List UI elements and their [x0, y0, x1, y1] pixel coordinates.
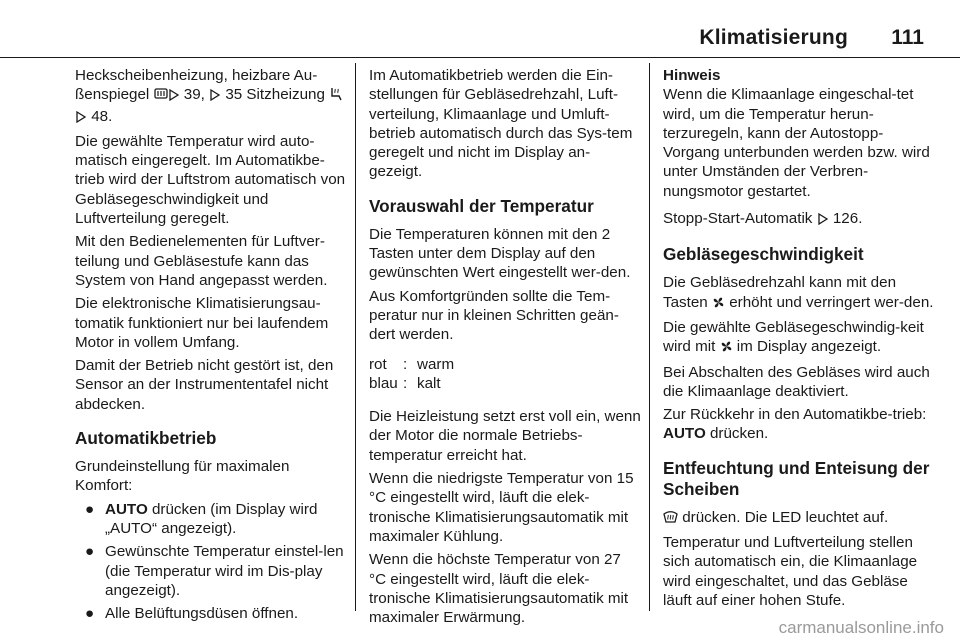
- section-heading-geblaesegeschwindigkeit: Gebläsegeschwindigkeit: [663, 244, 864, 265]
- reference-arrow-icon: [209, 87, 221, 106]
- paragraph: Zur Rückkehr in den Automatikbe-trieb: AUTO drücken.: [663, 406, 927, 443]
- note-heading: Hinweis: [663, 67, 721, 84]
- page-header: [0, 26, 960, 56]
- bullet-icon: ●: [85, 500, 95, 518]
- paragraph: drücken. Die LED leuchtet auf.: [663, 508, 935, 529]
- column-3: [663, 66, 935, 614]
- paragraph: Damit der Betrieb nicht gestört ist, den Sensor an der Instrumententafel nicht abdecken.: [75, 357, 334, 413]
- paragraph: Wenn die höchste Temperatur von 27 °C eingestellt wird, läuft die elek-tronische Klimatisierungsautomatik mit maximaler Erwärmung.: [369, 551, 629, 627]
- paragraph: Heckscheibenheizung, heizbare Au-ßenspiegel 39, 35 Sitzheizung 48.: [75, 66, 347, 128]
- paragraph: Mit den Bedienelementen für Luftver-teilung und Gebläsestufe kann das System von Hand angepasst werden.: [75, 233, 328, 289]
- bullet-icon: ●: [85, 605, 95, 623]
- paragraph: Temperatur und Luftverteilung stellen sich automatisch ein, die Klimaanlage wird eingeschaltet, und das Gebläse läuft auf einer hohen Stufe.: [663, 534, 918, 609]
- def-separator: :: [403, 374, 408, 392]
- reference-arrow-icon: [168, 87, 180, 106]
- def-term: rot: [369, 355, 387, 373]
- paragraph: Die Temperaturen können mit den 2 Tasten unter dem Display auf den gewünschten Wert eingestellt wer-den.: [369, 225, 631, 282]
- def-desc: warm: [417, 355, 455, 373]
- bullet-icon: ●: [85, 543, 95, 561]
- page-number: 111: [891, 26, 924, 49]
- page-title: Klimatisierung: [699, 26, 848, 49]
- section-heading-automatikbetrieb: Automatikbetrieb: [75, 428, 217, 449]
- column-1: [75, 66, 347, 627]
- note-text: Wenn die Klimaanlage eingeschal-tet wird, um die Temperatur herun-terzuregeln, kann der Autostopp-Vorgang unterbunden werden bzw. wird unter Umständen der Verbren-nungsmotor gestartet.: [663, 86, 930, 200]
- paragraph: Die Heizleistung setzt erst voll ein, wenn der Motor die normale Betriebs-temperatur erreicht hat.: [369, 408, 641, 464]
- list-item: ● Alle Belüftungsdüsen öffnen.: [85, 605, 299, 623]
- paragraph: Im Automatikbetrieb werden die Ein-stellungen für Gebläsedrehzahl, Luft-verteilung, Klimaanlage und Umluft-betrieb automatisch durch das Sys-tem geregelt und nicht im Display an-gezeigt.: [369, 67, 633, 181]
- watermark: carmanualsonline.info: [778, 618, 944, 637]
- reference-arrow-icon: [75, 109, 87, 128]
- paragraph: Bei Abschalten des Gebläses wird auch die Klimaanlage deaktiviert.: [663, 363, 930, 400]
- def-desc: kalt: [417, 374, 441, 392]
- def-separator: :: [403, 355, 408, 373]
- section-heading-vorauswahl-temperatur: Vorauswahl der Temperatur: [369, 195, 594, 216]
- paragraph: Die gewählte Temperatur wird auto-matisch eingeregelt. Im Automatikbe-trieb wird der Luftstrom automatisch von Gebläsegeschwindigkeit und Luftverteilung geregelt.: [75, 132, 346, 228]
- seat-heating-icon: [329, 87, 343, 106]
- column-2: [369, 66, 641, 631]
- paragraph: Die elektronische Klimatisierungsau-tomatik funktioniert nur bei laufendem Motor in vollem Umfang.: [75, 295, 329, 351]
- def-term: blau: [369, 374, 398, 392]
- paragraph: Aus Komfortgründen sollte die Tem-peratur nur in kleinen Schritten geän-dert werden.: [369, 287, 619, 344]
- paragraph: Stopp-Start-Automatik 126.: [663, 209, 935, 230]
- reference-arrow-icon: [817, 211, 829, 230]
- fan-icon: [720, 339, 733, 358]
- list-item: ● AUTO drücken (im Display wird „AUTO“ angezeigt).: [85, 500, 318, 537]
- header-divider: [0, 57, 960, 58]
- fan-icon: [712, 295, 725, 314]
- rear-window-heater-icon: [154, 87, 168, 106]
- paragraph: Die Gebläsedrehzahl kann mit den Tasten erhöht und verringert wer-den.: [663, 273, 935, 314]
- section-heading-entfeuchtung: Entfeuchtung und Enteisung der Scheiben: [663, 457, 930, 499]
- column-divider-2: [649, 63, 650, 611]
- column-divider-1: [355, 63, 356, 611]
- paragraph: Die gewählte Gebläsegeschwindig-keit wird mit im Display angezeigt.: [663, 318, 935, 359]
- paragraph: Grundeinstellung für maximalen Komfort:: [75, 458, 290, 495]
- paragraph: Wenn die niedrigste Temperatur von 15 °C eingestellt wird, läuft die elek-tronische Klimatisierungsautomatik mit maximaler Kühlung.: [369, 470, 634, 545]
- windscreen-defrost-icon: [663, 510, 678, 529]
- list-item: ● Gewünschte Temperatur einstel-len (die Temperatur wird im Dis-play angezeigt).: [85, 543, 344, 599]
- color-definition-list: [369, 355, 641, 394]
